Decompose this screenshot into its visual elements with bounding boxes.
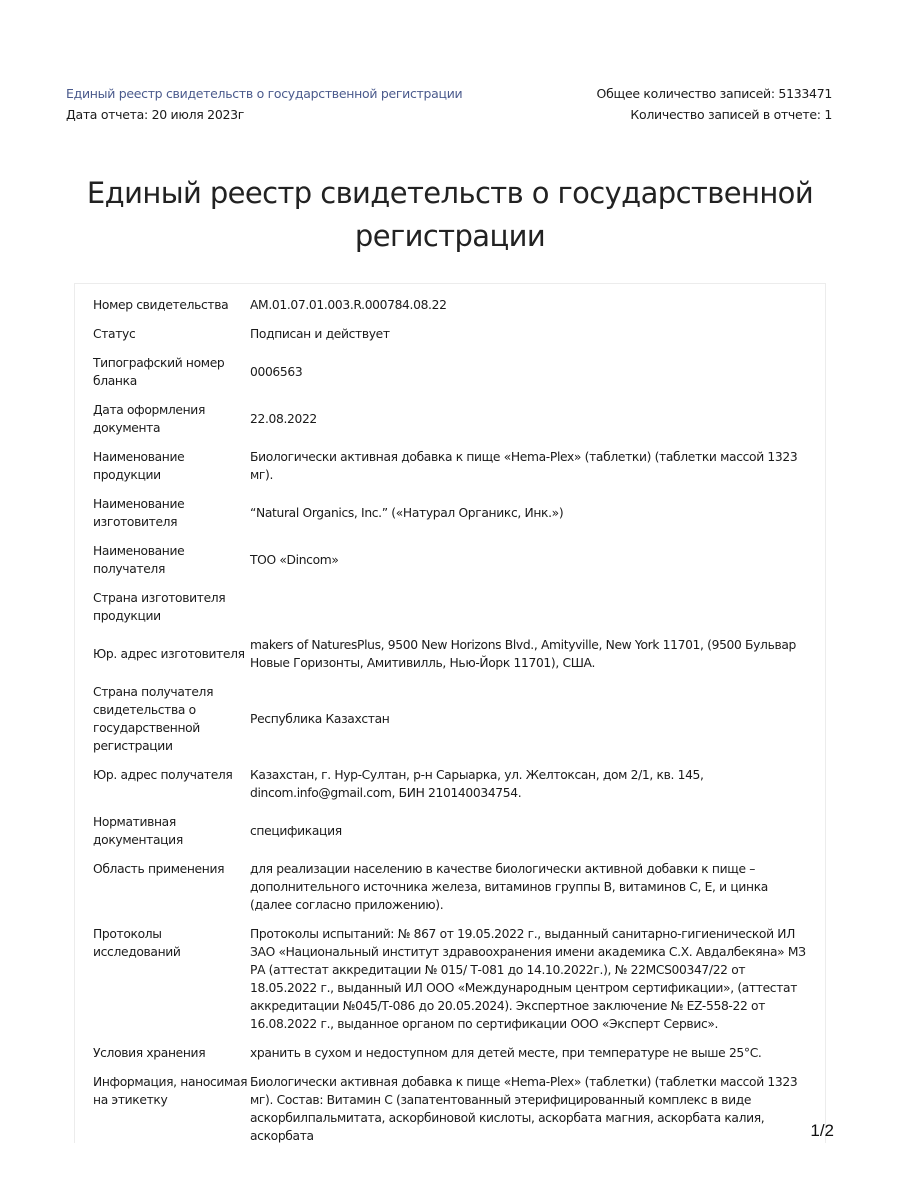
record-row-product-name xyxy=(93,448,813,484)
record-value: Биологически активная добавка к пище «Hema-Plex» (таблетки) (таблетки массой 1323 мг). Состав: Витамин С (запатентованный этерифицированный комплекс в виде аскорбилпальмитата, аскорбиновой кислоты, аскорбата магния, аскорбата калия, аскорбата xyxy=(250,1075,798,1143)
record-value: для реализации населению в качестве биологически активной добавки к пище – дополнительного источника железа, витаминов группы В, витаминов С, Е, и цинка (далее согласно приложению). xyxy=(250,862,768,912)
record-value: Подписан и действует xyxy=(250,327,390,341)
record-value: AM.01.07.01.003.R.000784.08.22 xyxy=(250,298,447,312)
record-row-recipient-name xyxy=(93,542,813,578)
record-value: ТОО «Dincom» xyxy=(250,553,339,567)
record-label: Юр. адрес получателя xyxy=(93,768,233,782)
record-label: Страна изготовителя продукции xyxy=(93,591,226,623)
record-label: Типографский номер бланка xyxy=(93,356,225,388)
record-value: “Natural Organics, Inc.” («Натурал Органикс, Инк.») xyxy=(250,506,564,520)
record-value: 0006563 xyxy=(250,365,303,379)
total-records: Общее количество записей: 5133471 xyxy=(596,86,832,101)
record-value: Биологически активная добавка к пище «Hema-Plex» (таблетки) (таблетки массой 1323 мг). xyxy=(250,450,798,482)
registry-name-link[interactable]: Единый реестр свидетельств о государственной регистрации xyxy=(66,86,463,101)
record-row-recipient-address xyxy=(93,766,813,802)
page-number: 1/2 xyxy=(810,1121,834,1140)
record-row-research-protocols xyxy=(93,925,813,1033)
record-value: Протоколы испытаний: № 867 от 19.05.2022 г., выданный санитарно-гигиенической ИЛ ЗАО «Национальный институт здравоохранения имени академика С.Х. Авдалбекяна» МЗ РА (аттестат аккредитации № 015/ Т-081 до 14.10.2022г.), № 22MCS00347/22 от 18.05.2022 г., выданный ИЛ ООО «Международным центром сертификации», (аттестат аккредитации №045/Т-086 до 20.05.2024). Экспертное заключение № EZ-558-22 от 16.08.2022 г., выданное органом по сертификации ООО «Эксперт Сервис». xyxy=(250,927,806,1031)
record-label: Нормативная документация xyxy=(93,815,183,847)
record-value: Казахстан, г. Нур-Султан, р-н Сарыарка, ул. Желтоксан, дом 2/1, кв. 145, dincom.info@gmail.com, БИН 210140034754. xyxy=(250,768,704,800)
certificate-record xyxy=(74,283,826,1143)
record-value: 22.08.2022 xyxy=(250,412,317,426)
record-row-status xyxy=(93,325,813,343)
record-row-normative-docs xyxy=(93,813,813,849)
record-label: Информация, наносимая на этикетку xyxy=(93,1075,248,1107)
record-label: Условия хранения xyxy=(93,1046,206,1060)
page-title-line2: регистрации xyxy=(354,219,546,253)
record-label: Номер свидетельства xyxy=(93,298,229,312)
report-header-left xyxy=(66,83,462,125)
record-row-certificate-number xyxy=(93,296,813,314)
record-label: Статус xyxy=(93,327,136,341)
record-value: Республика Казахстан xyxy=(250,712,390,726)
record-value: спецификация xyxy=(250,824,342,838)
record-label: Наименование получателя xyxy=(93,544,185,576)
record-row-manufacturer-country xyxy=(93,589,813,625)
record-row-label-info xyxy=(93,1073,813,1143)
record-label: Страна получателя свидетельства о государственной регистрации xyxy=(93,685,214,753)
record-row-recipient-country xyxy=(93,683,813,755)
record-label: Наименование изготовителя xyxy=(93,497,185,529)
page-title xyxy=(80,172,820,258)
record-row-manufacturer-name xyxy=(93,495,813,531)
record-row-storage-conditions xyxy=(93,1044,813,1062)
page-title-line1: Единый реестр свидетельств о государственной xyxy=(86,176,814,210)
record-label: Юр. адрес изготовителя xyxy=(93,647,245,661)
record-label: Область применения xyxy=(93,862,225,876)
record-value: makers of NaturesPlus, 9500 New Horizons Blvd., Amityville, New York 11701, (9500 Бульвар Новые Горизонты, Амитивилль, Нью-Йорк 11701), США. xyxy=(250,638,797,670)
record-label: Дата оформления документа xyxy=(93,403,205,435)
record-row-application-scope xyxy=(93,860,813,914)
record-row-blank-number xyxy=(93,354,813,390)
record-value: хранить в сухом и недоступном для детей месте, при температуре не выше 25°С. xyxy=(250,1046,762,1060)
report-header-right xyxy=(597,83,832,125)
record-row-issue-date xyxy=(93,401,813,437)
report-date: Дата отчета: 20 июля 2023г xyxy=(66,107,245,122)
records-in-report: Количество записей в отчете: 1 xyxy=(630,107,832,122)
record-row-manufacturer-address xyxy=(93,636,813,672)
record-label: Наименование продукции xyxy=(93,450,185,482)
record-label: Протоколы исследований xyxy=(93,927,181,959)
